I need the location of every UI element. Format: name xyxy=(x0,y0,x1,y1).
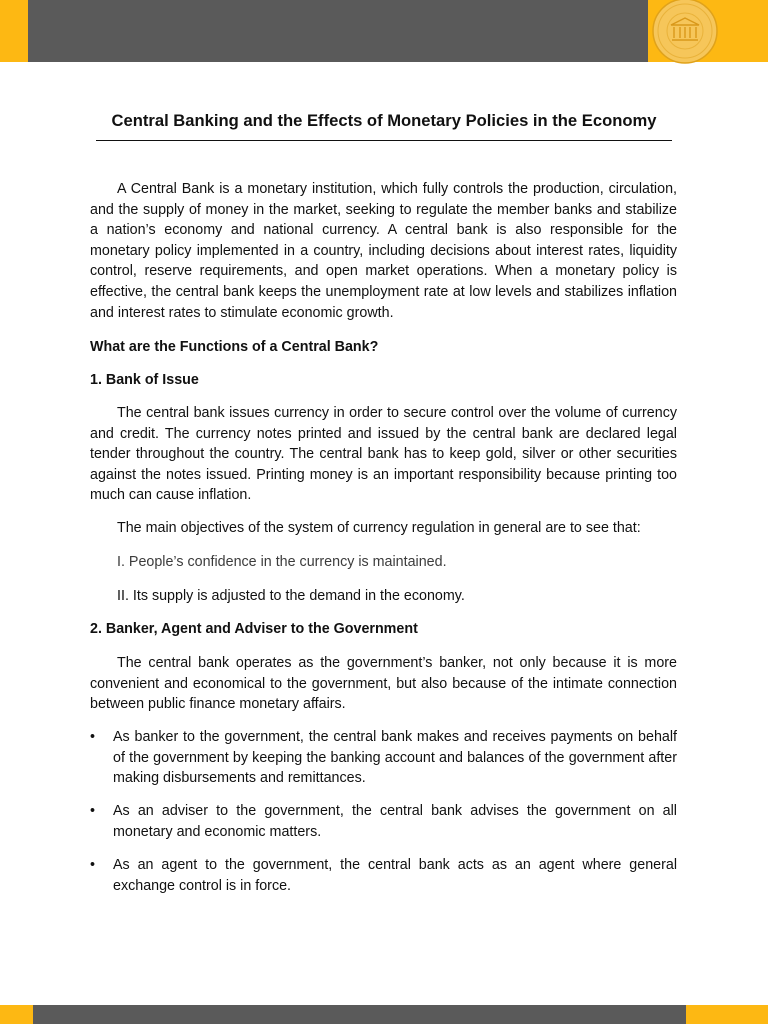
objectives-intro: The main objectives of the system of currency regulation in general are to see that: xyxy=(117,520,641,536)
objective-2: II. Its supply is adjusted to the demand in the economy. xyxy=(117,588,465,604)
bullet-icon: • xyxy=(90,729,96,745)
list-item-text: As an agent to the government, the central bank acts as an agent where general exchange control is in force. xyxy=(113,857,677,894)
bullet-icon: • xyxy=(90,803,96,819)
header-accent-left xyxy=(0,0,28,62)
list-item xyxy=(90,727,677,789)
objective-1: I. People’s confidence in the currency is maintained. xyxy=(117,554,447,570)
footer-accent-right xyxy=(686,1005,768,1024)
list-item-text: As banker to the government, the central bank makes and receives payments on behalf of the government by keeping the banking account and balances of the government after making disbursements and remittances. xyxy=(113,729,677,787)
list-item xyxy=(90,801,677,842)
document-title: Central Banking and the Effects of Monetary Policies in the Economy xyxy=(96,108,672,141)
section-2-paragraph: The central bank operates as the government’s banker, not only because it is more convenient and economical to the government, but also because of the intimate connection between public finance monetary affairs. xyxy=(90,655,677,713)
intro-paragraph: A Central Bank is a monetary institution, which fully controls the production, circulation, and the supply of money in the market, seeking to regulate the member banks and stabilize a nation’s economy and national currency. A central bank is also responsible for the monetary policy implemented in a country, including decisions about interest rates, liquidity control, reserve requirements, and open market operations. When a monetary policy is effective, the central bank keeps the unemployment rate at low levels and stabilizes inflation and interest rates to stimulate economic growth. xyxy=(90,181,677,321)
seal-icon xyxy=(652,0,718,64)
list-item xyxy=(90,855,677,896)
footer-accent-left xyxy=(0,1005,33,1024)
functions-heading: What are the Functions of a Central Bank? xyxy=(90,339,379,355)
list-item-text: As an adviser to the government, the central bank advises the government on all monetary and economic matters. xyxy=(113,803,677,840)
footer-bar xyxy=(0,1005,768,1024)
section-2-heading: 2. Banker, Agent and Adviser to the Government xyxy=(90,621,418,637)
section-1-paragraph: The central bank issues currency in order to secure control over the volume of currency and credit. The currency notes printed and issued by the central bank are declared legal tender throughout the country. The central bank has to keep gold, silver or other securities against the notes issued. Printing money is an important responsibility because printing too much can cause inflation. xyxy=(90,405,677,504)
section-1-heading: 1. Bank of Issue xyxy=(90,372,199,388)
bullet-icon: • xyxy=(90,857,96,873)
